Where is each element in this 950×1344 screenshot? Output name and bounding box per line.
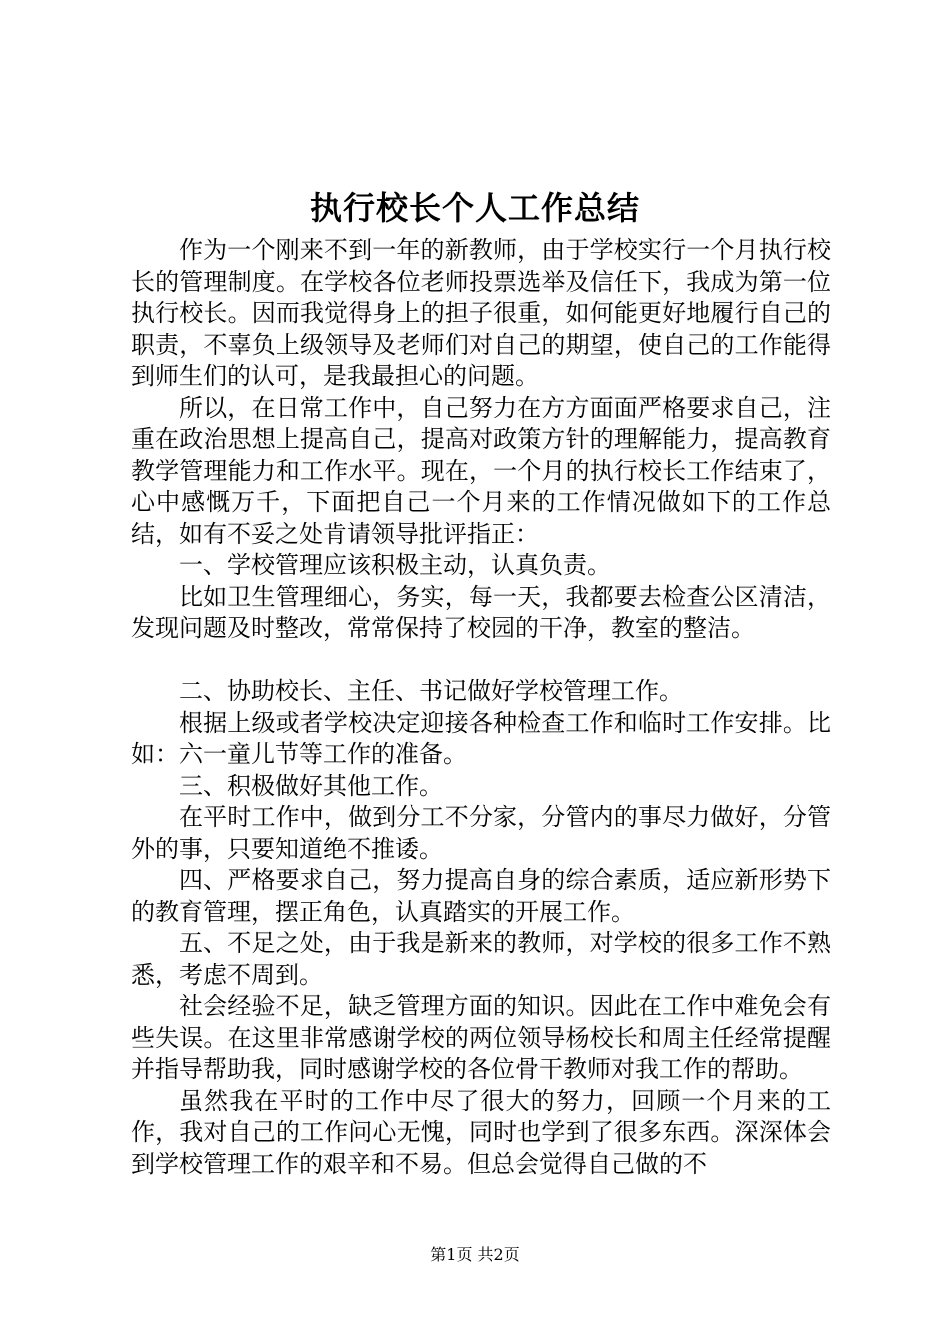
paragraph-experience: 社会经验不足，缺乏管理方面的知识。因此在工作中难免会有些失误。在这里非常感谢学校的两位领导杨校长和周主任经常提醒并指导帮助我，同时感谢学校的各位骨干教师对我工作的帮助。 [131,992,831,1083]
paragraph-section-1: 比如卫生管理细心，务实，每一天，我都要去检查公区清洁，发现问题及时整改，常常保持了校园的干净，教室的整洁。 [131,582,831,642]
page-number: 第1页 共2页 [430,1245,520,1264]
paragraph-section-3: 在平时工作中，做到分工不分家，分管内的事尽力做好，分管外的事，只要知道绝不推诿。 [131,803,831,863]
paragraph-intro: 作为一个刚来不到一年的新教师，由于学校实行一个月执行校长的管理制度。在学校各位老师投票选举及信任下，我成为第一位执行校长。因而我觉得身上的担子很重，如何能更好地履行自己的职责，不辜负上级领导及老师们对自己的期望，使自己的工作能得到师生们的认可，是我最担心的问题。 [131,236,831,390]
paragraph-section-5: 五、不足之处，由于我是新来的教师，对学校的很多工作不熟悉，考虑不周到。 [131,929,831,989]
document-body [131,235,831,1180]
paragraph-section-4: 四、严格要求自己，努力提高自身的综合素质，适应新形势下的教育管理，摆正角色，认真踏实的开展工作。 [131,866,831,926]
paragraph-overview: 所以，在日常工作中，自己努力在方方面面严格要求自己，注重在政治思想上提高自己，提高对政策方针的理解能力，提高教育教学管理能力和工作水平。现在，一个月的执行校长工作结束了，心中感慨万千，下面把自己一个月来的工作情况做如下的工作总结，如有不妥之处肯请领导批评指正： [131,393,831,548]
section-heading-2: 二、协助校长、主任、书记做好学校管理工作。 [179,677,683,705]
section-heading-1: 一、学校管理应该积极主动，认真负责。 [179,551,611,579]
paragraph-reflection: 虽然我在平时的工作中尽了很大的努力，回顾一个月来的工作，我对自己的工作问心无愧，同时也学到了很多东西。深深体会到学校管理工作的艰辛和不易。但总会觉得自己做的不 [131,1086,831,1178]
document-title: 执行校长个人工作总结 [309,189,640,227]
paragraph-section-2: 根据上级或者学校决定迎接各种检查工作和临时工作安排。比如：六一童儿节等工作的准备。 [131,708,831,768]
section-heading-3: 三、积极做好其他工作。 [179,771,443,800]
